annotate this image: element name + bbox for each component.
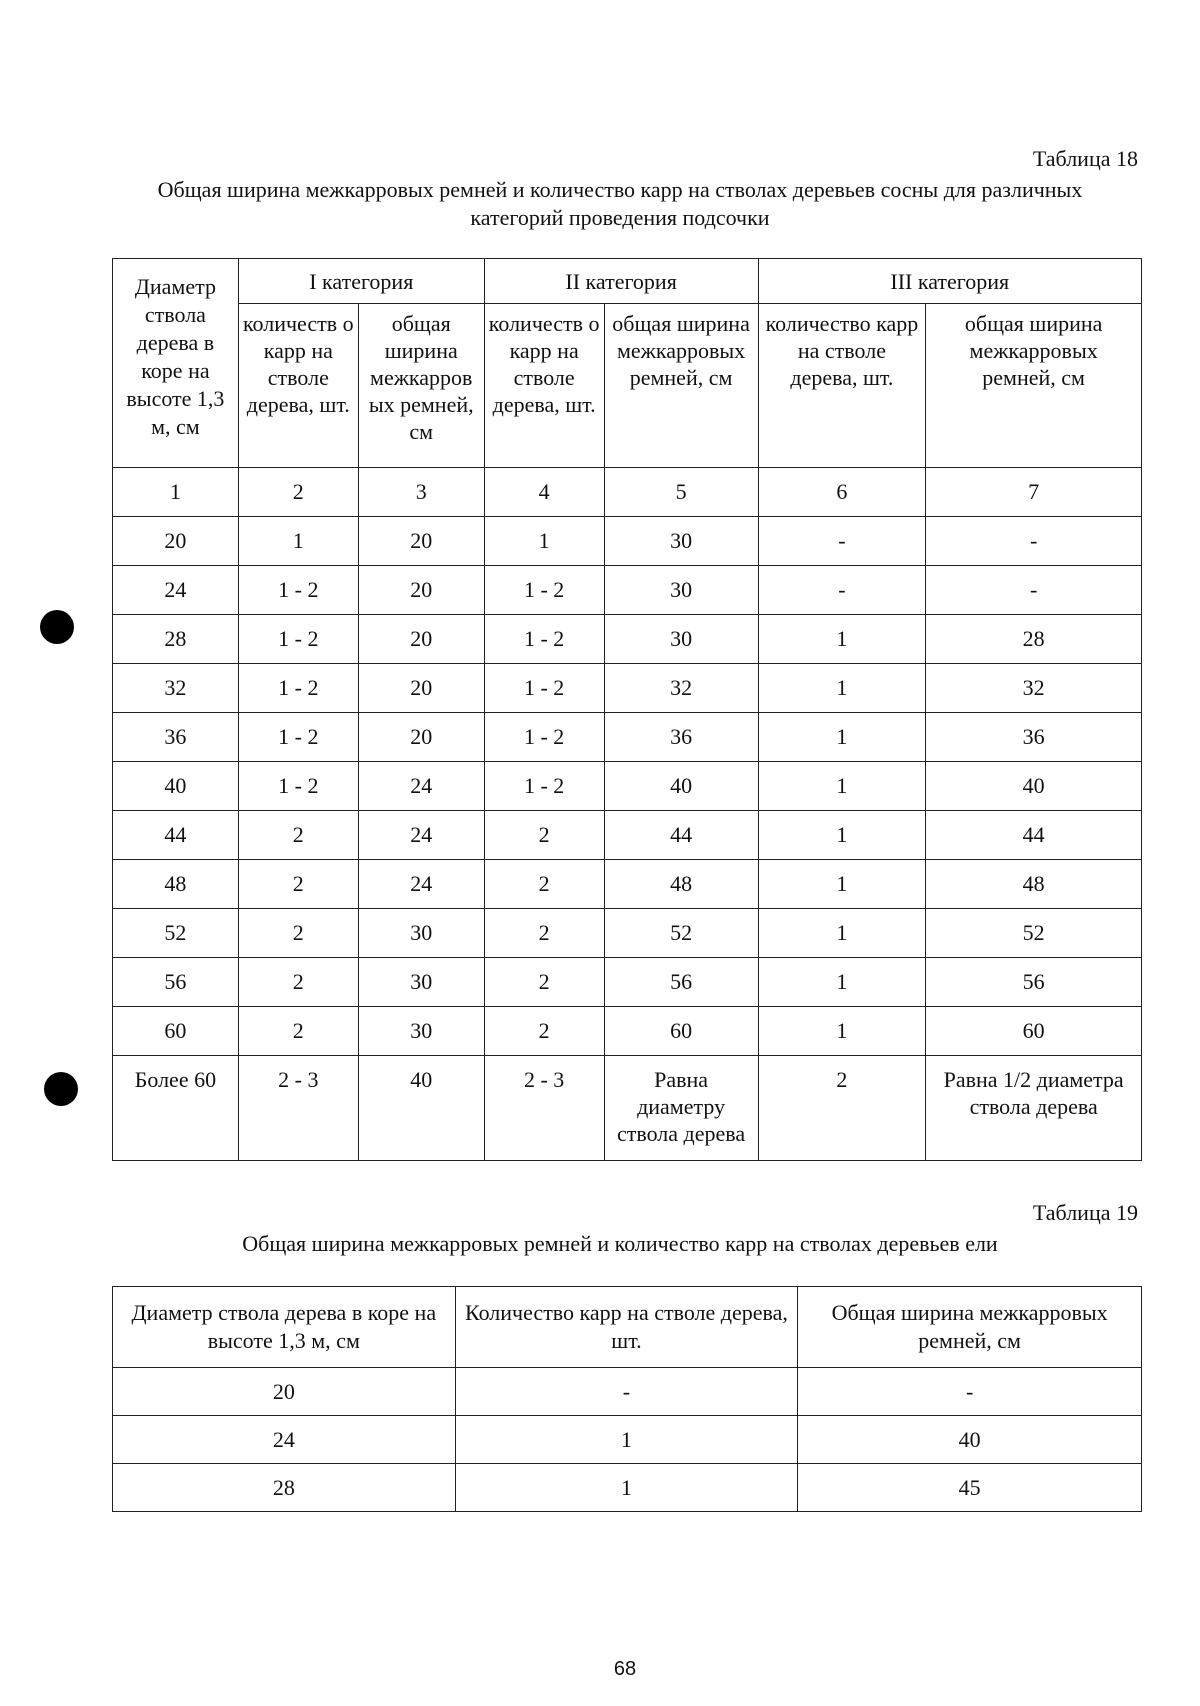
table-cell: 48: [926, 860, 1142, 909]
table-cell: 30: [604, 517, 758, 566]
table-cell: 40: [604, 762, 758, 811]
table-cell: 56: [113, 958, 239, 1007]
table19-number: Таблица 19: [1032, 1200, 1138, 1225]
table-cell: 20: [358, 713, 484, 762]
index-cell: 5: [604, 468, 758, 517]
header-cat3-width: общая ширина межкарровых ремней, см: [926, 304, 1142, 468]
t19-header-width: Общая ширина межкарровых ремней, см: [798, 1287, 1142, 1368]
table-cell: 52: [113, 909, 239, 958]
header-cat3-count: количество карр на стволе дерева, шт.: [758, 304, 926, 468]
table-cell: 20: [358, 615, 484, 664]
index-cell: 4: [484, 468, 604, 517]
table-cell: 1 - 2: [238, 762, 358, 811]
table-cell: 48: [604, 860, 758, 909]
table-cell: -: [926, 566, 1142, 615]
header-cat2-count: количеств о карр на стволе дерева, шт.: [484, 304, 604, 468]
table-cell: 1: [758, 762, 926, 811]
table-cell: 1 - 2: [484, 615, 604, 664]
table-cell: -: [758, 566, 926, 615]
table-row: [113, 517, 1142, 566]
table-row: [113, 1464, 1142, 1512]
table-cell: 2 - 3: [238, 1056, 358, 1161]
table-cell: 28: [926, 615, 1142, 664]
table-cell: 20: [113, 1368, 456, 1416]
table-cell: 1: [758, 958, 926, 1007]
table-cell: -: [798, 1368, 1142, 1416]
table-cell: 44: [113, 811, 239, 860]
table-cell: 2: [238, 909, 358, 958]
table-cell: 1 - 2: [484, 713, 604, 762]
table-cell: 24: [113, 1416, 456, 1464]
table-row: [113, 566, 1142, 615]
table-cell: 36: [604, 713, 758, 762]
table-cell: 40: [798, 1416, 1142, 1464]
table-cell: 2: [238, 1007, 358, 1056]
table-cell: 40: [358, 1056, 484, 1161]
table-cell: 24: [358, 811, 484, 860]
table-cell: 60: [926, 1007, 1142, 1056]
index-cell: 3: [358, 468, 484, 517]
table-cell: 1 - 2: [238, 615, 358, 664]
table-cell: 28: [113, 615, 239, 664]
header-cat2-width: общая ширина межкарровых ремней, см: [604, 304, 758, 468]
table-cell: 1: [484, 517, 604, 566]
index-cell: 6: [758, 468, 926, 517]
table-cell: 30: [604, 566, 758, 615]
table-cell: 2: [758, 1056, 926, 1161]
header-category-3: III категория: [758, 259, 1141, 304]
table-row: [113, 713, 1142, 762]
table-row: [113, 909, 1142, 958]
table-cell: 2: [238, 811, 358, 860]
table-cell: 20: [358, 517, 484, 566]
table-cell: Равна диаметру ствола дерева: [604, 1056, 758, 1161]
table-cell: 32: [604, 664, 758, 713]
table-row: [113, 860, 1142, 909]
table-cell: 60: [113, 1007, 239, 1056]
header-diameter: Диаметр ствола дерева в коре на высоте 1,3 м, см: [113, 259, 239, 468]
table-cell: 1 - 2: [238, 566, 358, 615]
table-cell: 24: [358, 860, 484, 909]
table-cell: 24: [358, 762, 484, 811]
table-cell: 1: [758, 713, 926, 762]
table-cell: 60: [604, 1007, 758, 1056]
index-row: [113, 468, 1142, 517]
table18-number: Таблица 18: [1032, 146, 1138, 171]
table-cell: 48: [113, 860, 239, 909]
table-cell: -: [926, 517, 1142, 566]
table-cell: 56: [604, 958, 758, 1007]
table-cell: 40: [113, 762, 239, 811]
table19: [112, 1286, 1142, 1512]
table-cell: 1 - 2: [238, 664, 358, 713]
table-cell: 1 - 2: [484, 566, 604, 615]
table-row: [113, 615, 1142, 664]
header-category-2: II категория: [484, 259, 758, 304]
table-row: [113, 1368, 1142, 1416]
table-cell: 1 - 2: [484, 664, 604, 713]
table-row: [113, 664, 1142, 713]
table-cell: 1: [455, 1416, 798, 1464]
table-cell: 1: [758, 909, 926, 958]
table-cell: 2: [238, 958, 358, 1007]
table-cell: 1: [758, 811, 926, 860]
table18-title: [100, 176, 1140, 232]
table-cell: 32: [926, 664, 1142, 713]
table-cell: 45: [798, 1464, 1142, 1512]
table18-title-line1: Общая ширина межкарровых ремней и количество карр на стволах деревьев сосны для различных: [157, 177, 1083, 202]
table-cell: 30: [358, 1007, 484, 1056]
table-cell: 1: [758, 664, 926, 713]
table-row: [113, 1007, 1142, 1056]
table18-title-line2: категорий проведения подсочки: [470, 205, 770, 230]
table-row: [113, 958, 1142, 1007]
table-cell: 36: [926, 713, 1142, 762]
table-cell: 52: [926, 909, 1142, 958]
table-cell: 30: [604, 615, 758, 664]
table-cell: 2: [238, 860, 358, 909]
table-cell: 1: [758, 860, 926, 909]
table-cell: 44: [604, 811, 758, 860]
table-row: [113, 811, 1142, 860]
index-cell: 7: [926, 468, 1142, 517]
table-cell: 30: [358, 958, 484, 1007]
index-cell: 2: [238, 468, 358, 517]
table-row-over-60: [113, 1056, 1142, 1161]
table-cell: -: [455, 1368, 798, 1416]
table-cell: 1 - 2: [238, 713, 358, 762]
table-cell: 2: [484, 1007, 604, 1056]
table-cell: 24: [113, 566, 239, 615]
table-cell: 20: [113, 517, 239, 566]
table-cell: 1: [758, 615, 926, 664]
header-cat1-count: количеств о карр на стволе дерева, шт.: [238, 304, 358, 468]
table-row: [113, 1416, 1142, 1464]
table-cell: 2: [484, 958, 604, 1007]
index-cell: 1: [113, 468, 239, 517]
t19-header-count: Количество карр на стволе дерева, шт.: [455, 1287, 798, 1368]
table-cell: 2: [484, 811, 604, 860]
table-cell: 20: [358, 566, 484, 615]
t19-header-diameter: Диаметр ствола дерева в коре на высоте 1,3 м, см: [113, 1287, 456, 1368]
table-cell: 1: [455, 1464, 798, 1512]
table-row: [113, 762, 1142, 811]
table-cell: 30: [358, 909, 484, 958]
header-category-1: I категория: [238, 259, 484, 304]
table-cell: -: [758, 517, 926, 566]
table-cell: 1: [238, 517, 358, 566]
table18: [112, 258, 1142, 1161]
header-cat1-width: общая ширина межкарров ых ремней, см: [358, 304, 484, 468]
table-cell: 32: [113, 664, 239, 713]
table-cell: 1 - 2: [484, 762, 604, 811]
binder-hole-icon: [44, 1072, 78, 1106]
table-cell: 20: [358, 664, 484, 713]
table-cell: Равна 1/2 диаметра ствола дерева: [926, 1056, 1142, 1161]
table-cell: 44: [926, 811, 1142, 860]
table-cell: 2: [484, 909, 604, 958]
table19-title: Общая ширина межкарровых ремней и количество карр на стволах деревьев ели: [242, 1231, 998, 1256]
table-cell: 56: [926, 958, 1142, 1007]
table-cell: 2: [484, 860, 604, 909]
binder-hole-icon: [40, 610, 74, 644]
table-cell: 52: [604, 909, 758, 958]
table-cell: 28: [113, 1464, 456, 1512]
table-cell: Более 60: [113, 1056, 239, 1161]
table-cell: 40: [926, 762, 1142, 811]
page-number: 68: [613, 1658, 637, 1680]
table-cell: 36: [113, 713, 239, 762]
table-cell: 2 - 3: [484, 1056, 604, 1161]
table-cell: 1: [758, 1007, 926, 1056]
